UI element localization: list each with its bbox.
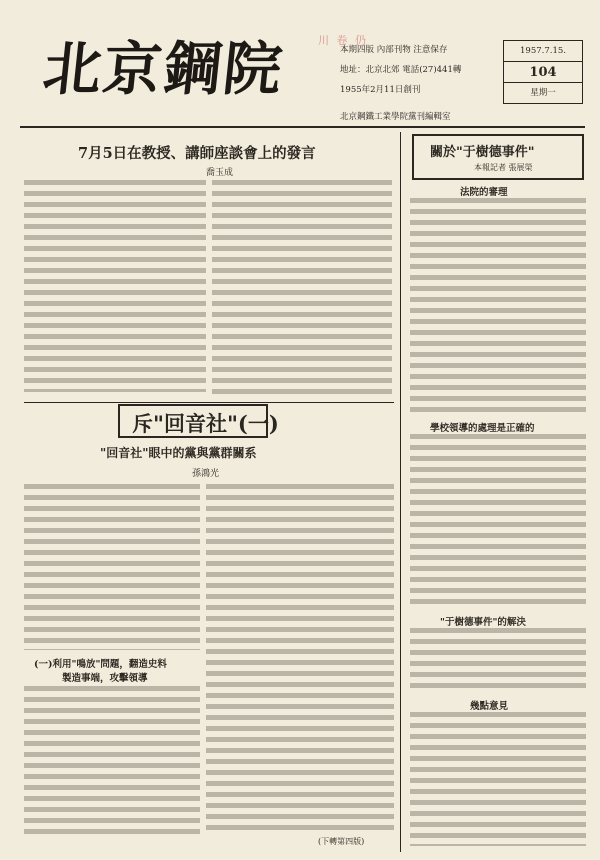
masthead — [20, 10, 585, 128]
article2-subheadline: "回音社"眼中的黨與黨群關系 — [100, 446, 257, 460]
masthead-info — [340, 40, 461, 100]
sidebar-text4 — [410, 712, 586, 846]
sidebar-section4: 幾點意見 — [470, 701, 509, 712]
article2-section1: (一)利用"鳴放"問題，翻造史料 — [34, 659, 167, 670]
issue-weekday: 星期一 — [530, 88, 556, 98]
sidebar-section3: "于樹德事件"的解決 — [440, 617, 526, 628]
sidebar-section1: 法院的審理 — [460, 187, 508, 198]
article2-col1-top — [24, 484, 200, 650]
continued-note: (下轉第四版) — [318, 837, 365, 846]
sidebar-text1 — [410, 198, 586, 416]
article1-col2 — [212, 180, 392, 394]
issue-number: 104 — [504, 62, 582, 83]
address: 地址：北京北郊 電話(27)441轉 — [340, 65, 462, 75]
article2-headline: 斥"回音社"(一) — [132, 411, 279, 436]
sidebar-text2 — [410, 434, 586, 610]
masthead-rule — [20, 126, 585, 128]
article2-col2 — [206, 484, 394, 830]
issue-box — [503, 40, 583, 104]
section-divider — [24, 402, 394, 403]
sidebar-rule — [400, 132, 401, 852]
notice: 本期四版 內部刊物 注意保存 — [340, 45, 448, 55]
article2-section1b: 製造事端，攻擊領導 — [62, 673, 148, 684]
sidebar-section2: 學校領導的處理是正確的 — [430, 423, 535, 434]
article2-byline: 孫鴻光 — [192, 469, 220, 479]
sidebar-byline: 本報記者 張展榮 — [474, 163, 533, 172]
stamp-mark: 川 卷 仍 — [318, 34, 368, 47]
sidebar-headline: 關於"于樹德事件" — [430, 145, 535, 160]
sidebar-text3 — [410, 628, 586, 694]
article1-byline: 喬玉成 — [206, 168, 234, 178]
publisher: 北京鋼鐵工業學院黨刊編輯室 — [340, 112, 451, 122]
paper-title: 北京鋼院 — [39, 35, 288, 103]
founded-date: 1955年2月11日創刊 — [340, 85, 421, 95]
issue-date: 1957.7.15. — [504, 41, 582, 62]
article2-col1-bottom — [24, 686, 200, 838]
article1-headline: 7月5日在教授、講師座談會上的發言 — [78, 145, 316, 162]
article1-col1 — [24, 180, 206, 392]
